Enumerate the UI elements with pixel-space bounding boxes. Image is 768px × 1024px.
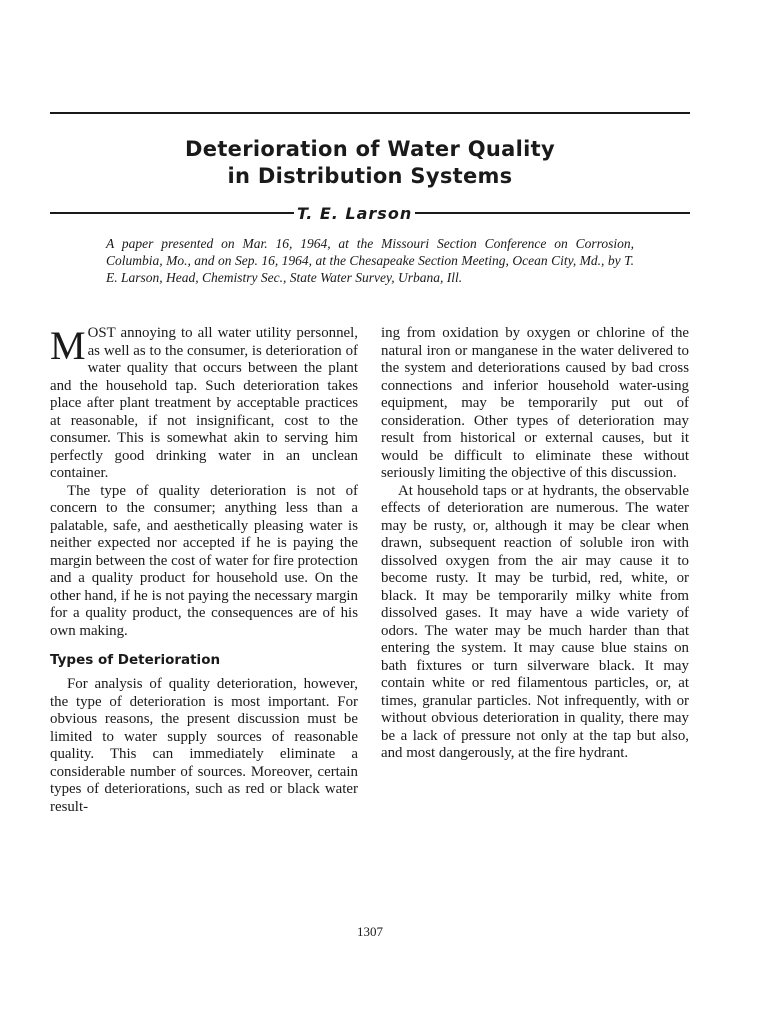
section-heading: Types of Deterioration [50, 652, 221, 668]
right-column [381, 325, 689, 763]
drop-cap: M [50, 323, 86, 368]
left-column [50, 325, 358, 816]
left-paragraph-3: For analysis of quality deterioration, however, the type of deterioration is most important. For obvious reasons, the present discussion must be limited to water supply sources of reasonable quality. This can immediately eliminate a considerable number of sources. Moreover, certain types of deteriorations, such as red or black water result- [50, 676, 358, 815]
byline-rule-left [50, 212, 294, 214]
byline [50, 200, 690, 226]
left-paragraph-1 [50, 325, 358, 483]
byline-rule-right [415, 212, 690, 214]
right-paragraph-1: ing from oxidation by oxygen or chlorine of the natural iron or manganese in the water delivered to the system and deteriorations caused by bad cross connections and inferior household water-using equipment, may be temporarily put out of consideration. Other types of deterioration may result from historical or external causes, but it would be difficult to eliminate these without seriously limiting the objective of this discussion. [381, 325, 689, 481]
page-number: 1307 [357, 924, 383, 939]
article-title [50, 136, 690, 190]
left-paragraph-1-text: OST annoying to all water utility personnel, as well as to the consumer, is deterioration of water quality that occurs between the plant and the household tap. Such deterioration takes place after plant treatment by acceptable practices at reasonable, if not insignificant, cost to the consumer. This is somewhat akin to serving him perfectly good drinking water in an unclean container. [50, 325, 358, 481]
left-paragraph-2: The type of quality deterioration is not of concern to the consumer; anything less than a palatable, safe, and aesthetically pleasing water is neither expected nor accepted if he is paying the margin between the cost of water for fire protection and a quality product for household use. On the other hand, if he is not paying the necessary margin for a quality product, the consequences are of his own making. [50, 482, 358, 639]
paper-footnote: A paper presented on Mar. 16, 1964, at the Missouri Section Conference on Corrosion, Columbia, Mo., and on Sep. 16, 1964, at the Chesapeake Section Meeting, Ocean City, Md., by T. E. Larson, Head, Chemistry Sec., State Water Survey, Urbana, Ill. [106, 236, 634, 286]
author-name: T. E. Larson [297, 203, 413, 223]
title-line-1: Deterioration of Water Quality [185, 137, 555, 161]
top-rule [50, 112, 690, 114]
right-paragraph-2: At household taps or at hydrants, the observable effects of deterioration are numerous. The water may be rusty, or, although it may be clear when drawn, subsequent reaction of soluble iron with dissolved oxygen from the air may cause it to become rusty. It may be turbid, red, white, or black. It may be temporarily milky white from dissolved gases. It may have a wide variety of odors. The water may be much harder than that entering the system. It may cause blue stains on bath fixtures or turn silverware black. It may contain white or red filamentous particles, or, at times, granular particles. Not infrequently, with or without obvious deterioration in quality, there may be a lack of pressure not only at the tap but also, and most dangerously, at the fire hydrant. [381, 482, 689, 761]
title-line-2: in Distribution Systems [227, 164, 513, 188]
